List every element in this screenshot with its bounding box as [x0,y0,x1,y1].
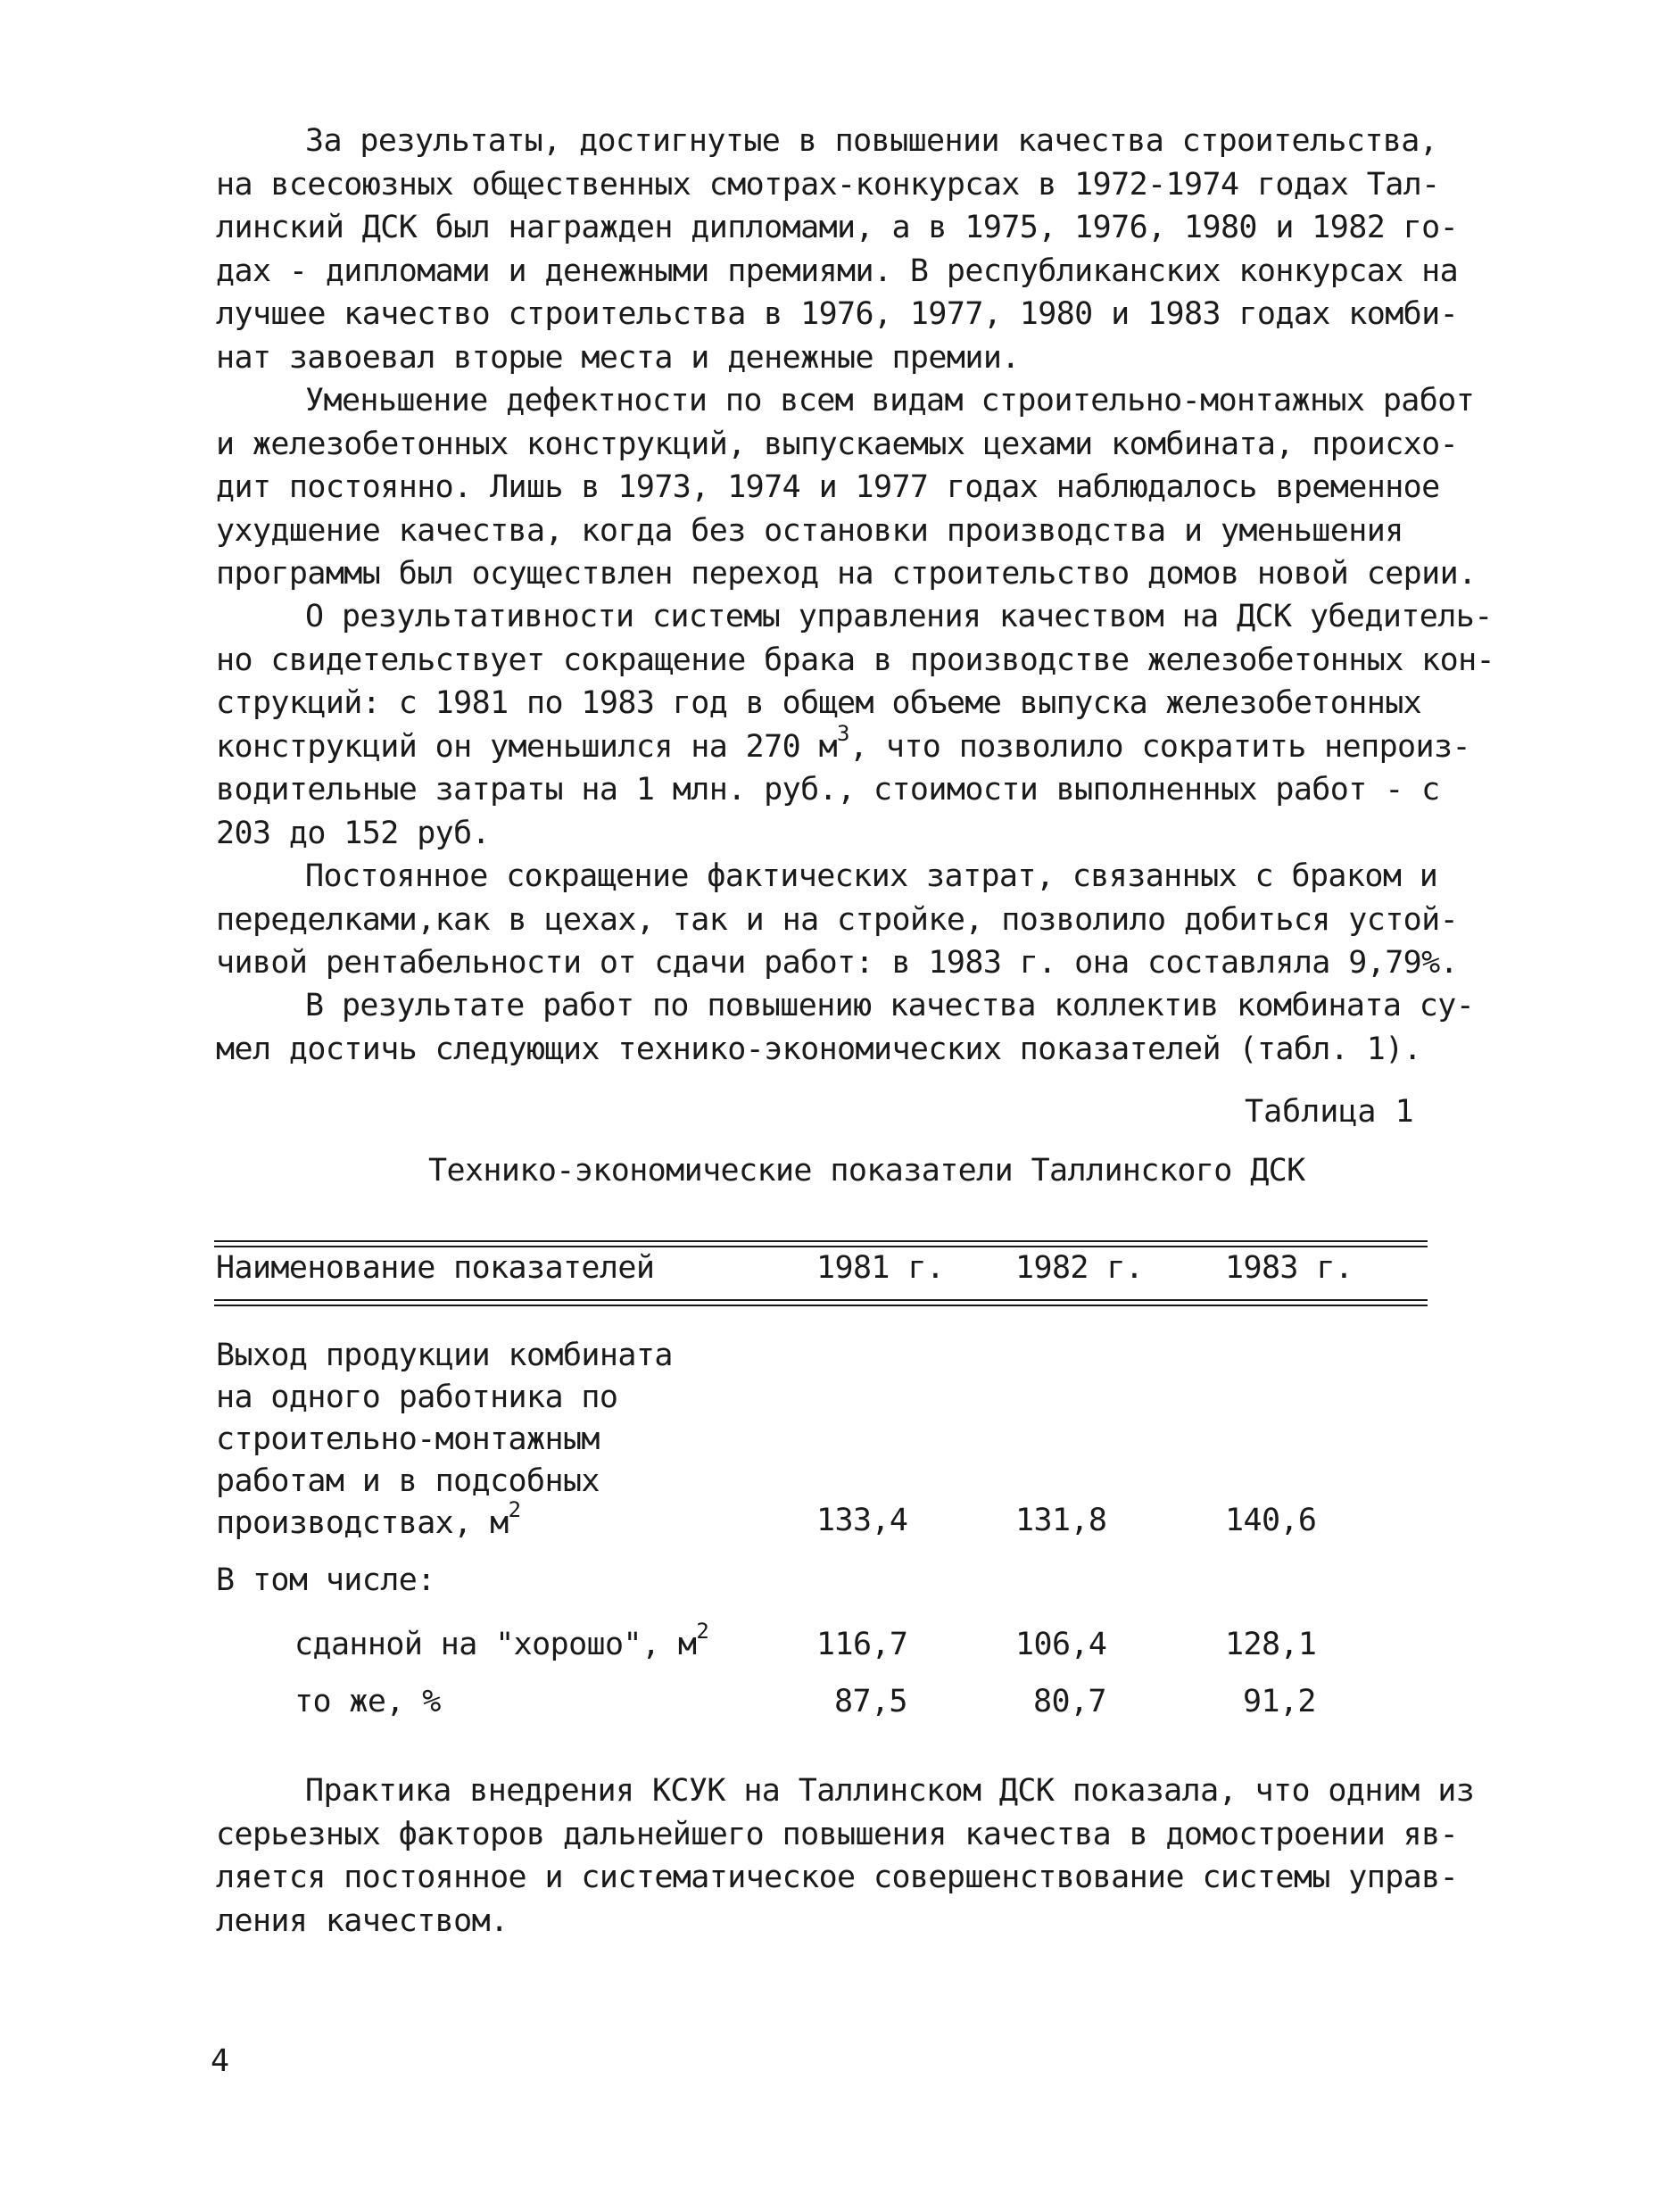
table-cell-1982: 131,8 [1015,1503,1107,1538]
text-line: В результате работ по повышению качества коллектив комбината су- [305,988,1475,1023]
paragraph-profitability [216,855,1459,985]
table-header-rule [214,1299,1428,1301]
column-header-1981: 1981 г. [816,1250,945,1286]
table-top-rule-double [214,1246,1428,1247]
column-header-indicator: Наименование показателей [216,1250,655,1286]
table-cell-1981: 133,4 [816,1503,908,1538]
text-line: мел достичь следующих технико-экономических показателей (табл. 1). [216,1031,1422,1067]
table-cell-1983: 140,6 [1225,1503,1317,1538]
table-row-label: то же, % [294,1684,441,1719]
text-line: переделками,как в цехах, так и на стройке, позволило добиться устой- [216,901,1459,938]
text-line: За результаты, достигнутые в повышении качества строительства, [305,123,1438,159]
text-line: на всесоюзных общественных смотрах-конкурсах в 1972-1974 годах Тал- [216,166,1440,203]
table-cell-1981: 116,7 [816,1627,908,1662]
text-line: дах - дипломами и денежными премиями. В республиканских конкурсах на [216,253,1459,289]
table-header-rule-double [214,1305,1428,1306]
text-line: Уменьшение дефектности по всем видам строительно-монтажных работ [305,383,1475,418]
unit-superscript: 2 [508,1497,521,1522]
unit-superscript: 2 [696,1619,709,1644]
table-cell-1982: 106,4 [1015,1627,1107,1662]
page-number: 4 [211,2043,230,2079]
label-fragment: производствах, м [216,1505,509,1541]
label-line: работам и в подсобных [216,1463,600,1499]
column-header-1982: 1982 г. [1015,1250,1144,1286]
text-line: 203 до 152 руб. [216,815,491,851]
text-line: ухудшение качества, когда без остановки производства и уменьшения [216,512,1403,549]
text-fragment: , что позволило сократить непроиз- [849,728,1470,765]
label-line: на одного работника по [216,1379,618,1415]
label-fragment: сданной на "хорошо", м [294,1627,697,1662]
text-line: Постоянное сокращение фактических затрат, связанных с браком и [305,858,1438,894]
column-header-1983: 1983 г. [1225,1250,1354,1286]
text-line: О результативности системы управления качеством на ДСК убедитель- [305,599,1493,634]
superscript: 3 [837,720,849,746]
table-row-label: В том числе: [216,1562,435,1598]
text-line: струкций: с 1981 по 1983 год в общем объеме выпуска железобетонных [216,685,1422,721]
text-line: программы был осуществлен переход на строительство домов новой серии. [216,556,1477,592]
text-line: нат завоевал вторые места и денежные премии. [216,339,1020,376]
text-line: водительные затраты на 1 млн. руб., стоимости выполненных работ - с [216,772,1440,808]
text-line: чивой рентабельности от сдачи работ: в 1983 г. она составляла 9,79%. [216,945,1459,981]
text-line-with-superscript [216,720,1470,769]
table-cell-1981: 87,5 [834,1684,907,1719]
label-line: Выход продукции комбината [216,1338,673,1373]
paragraph-results [216,984,1475,1071]
table-cell-1983: 128,1 [1225,1627,1317,1662]
text-line: лучшее качество строительства в 1976, 1977, 1980 и 1983 годах комби- [216,296,1459,332]
label-line: строительно-монтажным [216,1421,600,1457]
paragraph-effectiveness [216,595,1495,855]
text-line: серьезных факторов дальнейшего повышения качества в домостроении яв- [216,1816,1459,1852]
label-line-with-unit [216,1497,673,1545]
text-line: ляется постоянное и систематическое совершенствование системы управ- [216,1860,1459,1895]
paragraph-defects [216,379,1477,596]
table-top-rule [214,1240,1428,1242]
table-row-label [216,1335,673,1545]
table-row-label-with-unit [294,1619,709,1662]
text-line: но свидетельствует сокращение брака в производстве железобетонных кон- [216,642,1495,678]
text-line: линский ДСК был награжден дипломами, а в 1975, 1976, 1980 и 1982 го- [216,210,1459,245]
text-line: ления качеством. [216,1902,509,1939]
text-line: Практика внедрения КСУК на Таллинском ДСК показала, что одним из [305,1773,1475,1809]
paragraph-awards [216,120,1459,379]
text-line: и железобетонных конструкций, выпускаемых цехами комбината, происхо- [216,426,1459,462]
text-fragment: конструкций он уменьшился на 270 м [216,728,838,765]
table-cell-1983: 91,2 [1243,1684,1316,1719]
table-caption: Таблица 1 [1245,1094,1414,1130]
table-cell-1982: 80,7 [1033,1684,1106,1719]
table-title: Технико-экономические показатели Таллинского ДСК [428,1153,1305,1189]
paragraph-conclusion [216,1769,1475,1943]
text-line: дит постоянно. Лишь в 1973, 1974 и 1977 годах наблюдалось временное [216,469,1440,505]
